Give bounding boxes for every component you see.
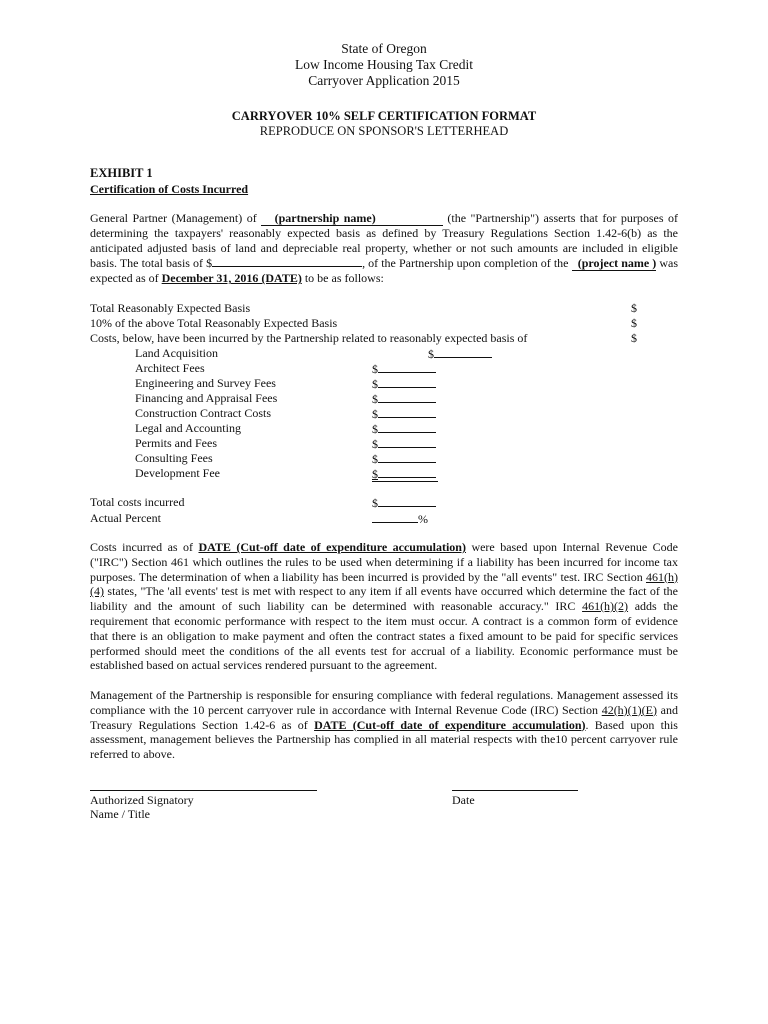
intro-text: was expected as of — [90, 256, 678, 286]
cost-item-label: Engineering and Survey Fees — [135, 376, 276, 390]
authorized-signatory-label: Authorized Signatory — [90, 793, 194, 807]
intro-paragraph — [90, 211, 678, 286]
total-expected-basis-label: Total Reasonably Expected Basis — [90, 301, 251, 315]
subtotal-rule — [372, 481, 438, 482]
cost-item-label: Consulting Fees — [135, 451, 213, 465]
signature-line[interactable] — [90, 790, 317, 791]
project-name-field[interactable]: (project name ) — [577, 256, 657, 271]
cost-item-label: Permits and Fees — [135, 436, 217, 450]
program-line: Low Income Housing Tax Credit — [294, 57, 474, 72]
construction-costs-amount[interactable]: $ — [372, 406, 436, 421]
intro-text: to be as follows: — [301, 271, 384, 286]
engineering-fees-amount[interactable]: $ — [372, 376, 436, 391]
legal-accounting-amount[interactable]: $ — [372, 421, 436, 436]
architect-fees-amount[interactable]: $ — [372, 361, 436, 376]
intro-text: (the "Partnership") asserts that for purposes of determining the taxpayers' reasonably expected basis as defined by Treasury Regulations Section 1.42-6(b) as the anticipated adjusted basis of land and depreciable real property, whether or not such amounts are included in eligible basis. The total basis of — [90, 211, 678, 271]
cutoff-date-field[interactable]: DATE (Cut-off date of expenditure accumulation) — [198, 540, 466, 554]
cost-item-label: Construction Contract Costs — [135, 406, 271, 420]
irc-ref-link: 461(h)(2) — [582, 599, 629, 614]
cost-item-label: Financing and Appraisal Fees — [135, 391, 278, 405]
total-expected-basis-dollar[interactable]: $ — [631, 301, 637, 315]
name-title-label: Name / Title — [90, 807, 151, 821]
actual-percent-label: Actual Percent — [90, 511, 161, 525]
development-fee-amount[interactable]: $ — [372, 466, 436, 481]
partnership-name-field[interactable]: (partnership name) — [274, 211, 376, 225]
application-line: Carryover Application 2015 — [308, 73, 460, 88]
cost-item-label: Land Acquisition — [135, 346, 218, 360]
intro-text: , of the Partnership upon completion of the — [362, 256, 572, 271]
total-costs-amount[interactable]: $ — [372, 495, 436, 510]
total-costs-label: Total costs incurred — [90, 495, 185, 509]
costs-incurred-dollar[interactable]: $ — [631, 331, 637, 345]
actual-percent-amount[interactable]: % — [372, 511, 428, 526]
dollar-sign: $ — [206, 256, 213, 271]
document-title: CARRYOVER 10% SELF CERTIFICATION FORMAT — [231, 109, 537, 123]
exhibit-label: EXHIBIT 1 — [90, 166, 153, 180]
total-basis-field[interactable] — [212, 255, 362, 267]
date-line[interactable] — [452, 790, 578, 791]
exhibit-heading: Certification of Costs Incurred — [90, 182, 249, 196]
cost-item-label: Development Fee — [135, 466, 220, 480]
ten-percent-basis-dollar[interactable]: $ — [631, 316, 637, 330]
state-line: State of Oregon — [341, 41, 427, 56]
financing-fees-amount[interactable]: $ — [372, 391, 436, 406]
intro-text: General Partner (Management) of — [90, 211, 262, 225]
permits-fees-amount[interactable]: $ — [372, 436, 436, 451]
cutoff-date-field[interactable]: DATE (Cut-off date of expenditure accumulation) — [314, 717, 586, 732]
consulting-fees-amount[interactable]: $ — [372, 451, 436, 466]
irc-paragraph: Costs incurred as of DATE (Cut-off date of expenditure accumulation) were based upon Internal Revenue Code ("IRC") Section 461 which outlines the rules to be used when determining if a liability has been incurred for income tax purposes. The determination of when a liability has been incurred is provided by the "all events" test. IRC Section 461(h)(4) states, "The 'all events' test is met with respect to any item if all events have occurred which determine the fact of the liability and the amount of such liability can be determined with reasonable accuracy." IRC 461(h)(2) adds the requirement that economic performance with respect to the item must occur. A contract is a common form of evidence that there is an obligation to make payment and often the contract states a fixed amount to be paid for specific services performed should meet the conditions of the all events test for accrual of a liability. Economic performance must be established based on actual services rendered pursuant to the agreement. — [90, 540, 678, 673]
expected-date-field[interactable]: December 31, 2016 (DATE) — [161, 271, 302, 286]
irc-ref-link: 42(h)(1)(E) — [601, 702, 657, 717]
ten-percent-basis-label: 10% of the above Total Reasonably Expected Basis — [90, 316, 338, 330]
land-acquisition-amount[interactable]: $ — [428, 346, 492, 361]
compliance-paragraph: Management of the Partnership is responsible for ensuring compliance with federal regulations. Management assessed its compliance with the 10 percent carryover rule in accordance with Internal Revenue Code (IRC) Section 42(h)(1)(E) and Treasury Regulations Section 1.42-6 as of DATE (Cut-off date of expenditure accumulation). Based upon this assessment, management believes the Partnership has complied in all material respects with the10 percent carryover rule referred to above. — [90, 688, 679, 762]
cost-item-label: Legal and Accounting — [135, 421, 241, 435]
irc-ref-link: 461(h)(4) — [90, 569, 678, 599]
cost-item-label: Architect Fees — [135, 361, 205, 375]
document-subtitle: REPRODUCE ON SPONSOR'S LETTERHEAD — [259, 124, 509, 138]
costs-incurred-label: Costs, below, have been incurred by the Partnership related to reasonably expected basis of — [90, 331, 528, 345]
date-label: Date — [452, 793, 475, 807]
